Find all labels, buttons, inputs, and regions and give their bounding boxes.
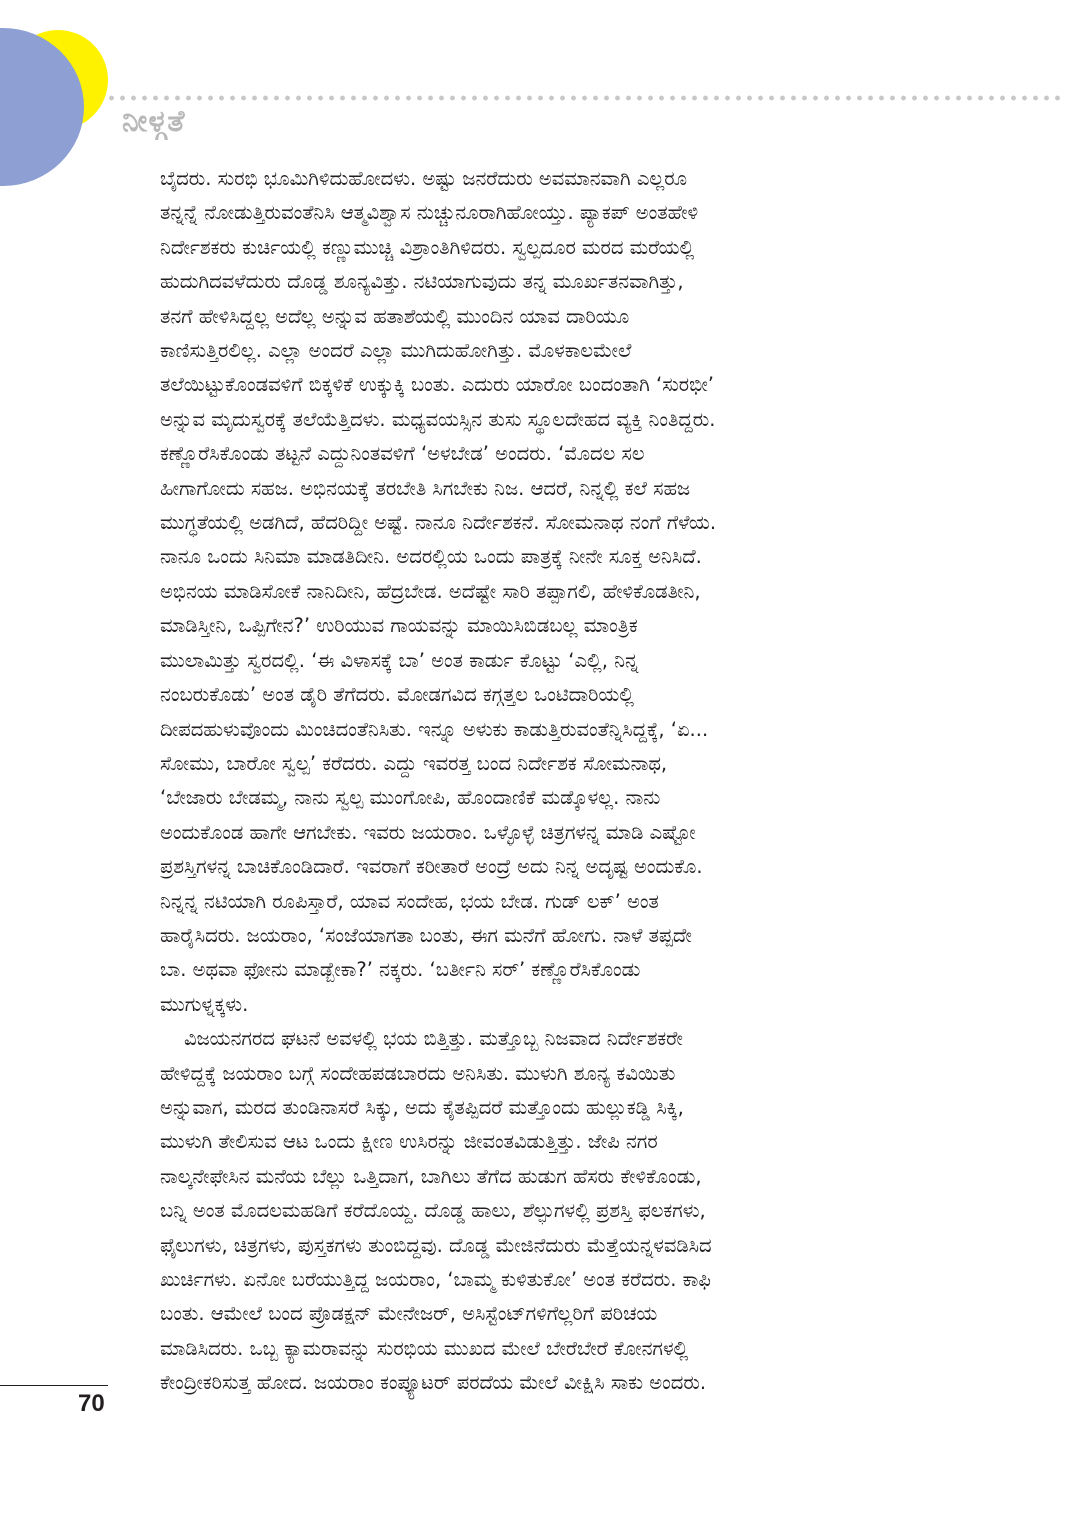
page-number: 70 [78, 1390, 105, 1417]
text-line: ಅಂದುಕೊಂಡ ಹಾಗೇ ಆಗಬೇಕು. ಇವರು ಜಯರಾಂ. ಒಳ್ಳೊಳ್ಳೆ ಚಿತ್ರಗಳನ್ನ ಮಾಡಿ ಎಷ್ಟೋ [160, 820, 696, 844]
text-line: ಕಾಣಿಸುತ್ತಿರಲಿಲ್ಲ. ಎಲ್ಲಾ ಅಂದರೆ ಎಲ್ಲಾ ಮುಗಿದುಹೋಗಿತ್ತು. ಮೊಳಕಾಲಮೇಲೆ [160, 339, 632, 363]
text-line: ನಿರ್ದೇಶಕರು ಕುರ್ಚಿಯಲ್ಲಿ ಕಣ್ಣುಮುಚ್ಚಿ ವಿಶ್ರಾಂತಿಗಿಳಿದರು. ಸ್ವಲ್ಪದೂರ ಮರದ ಮರೆಯಲ್ಲಿ [160, 235, 695, 259]
text-line: ಹೀಗಾಗೋದು ಸಹಜ. ಅಭಿನಯಕ್ಕೆ ತರಬೇತಿ ಸಿಗಬೇಕು ನಿಜ. ಆದರೆ, ನಿನ್ನಲ್ಲಿ ಕಲೆ ಸಹಜ [160, 476, 691, 500]
text-line: ಕಣ್ಣೊರೆಸಿಕೊಂಡು ತಟ್ಟನೆ ಎದ್ದುನಿಂತವಳಿಗೆ ‘ಅಳಬೇಡ’ ಅಂದರು. ‘ಮೊದಲ ಸಲ [160, 442, 645, 466]
text-line: ತನಗೆ ಹೇಳಿಸಿದ್ದಲ್ಲ ಅದೆಲ್ಲ ಅನ್ನುವ ಹತಾಶೆಯಲ್ಲಿ ಮುಂದಿನ ಯಾವ ದಾರಿಯೂ [160, 304, 630, 328]
paragraph [160, 1022, 920, 1400]
text-line: ಮುಲಾಮಿತ್ತು ಸ್ವರದಲ್ಲಿ. ‘ಈ ವಿಳಾಸಕ್ಕೆ ಬಾ’ ಅಂತ ಕಾರ್ಡು ಕೊಟ್ಟು ‘ಎಲ್ಲಿ, ನಿನ್ನ [160, 648, 639, 672]
text-line: ಕೇಂದ್ರೀಕರಿಸುತ್ತ ಹೋದ. ಜಯರಾಂ ಕಂಪ್ಯೂಟರ್ ಪರದೆಯ ಮೇಲೆ ವೀಕ್ಷಿಸಿ ಸಾಕು ಅಂದರು. [160, 1371, 707, 1395]
text-line: ಮಾಡಿಸ್ತೀನಿ, ಒಪ್ಪಿಗೇನ?’ ಉರಿಯುವ ಗಾಯವನ್ನು ಮಾಯಿಸಿಬಿಡಬಲ್ಲ ಮಾಂತ್ರಿಕ [160, 614, 638, 638]
text-line: ತಲೆಯಿಟ್ಟುಕೊಂಡವಳಿಗೆ ಬಿಕ್ಕಳಿಕೆ ಉಕ್ಕುಕ್ಕಿ ಬಂತು. ಎದುರು ಯಾರೋ ಬಂದಂತಾಗಿ ‘ಸುರಭೀ’ [160, 373, 715, 397]
text-line: ಬೈದರು. ಸುರಭಿ ಭೂಮಿಗಿಳಿದುಹೋದಳು. ಅಷ್ಟು ಜನರೆದುರು ಅವಮಾನವಾಗಿ ಎಲ್ಲರೂ [160, 167, 688, 190]
running-head-title: ನೀಳ್ಗತೆ [122, 104, 186, 139]
text-line: ‘ಬೇಜಾರು ಬೇಡಮ್ಮ, ನಾನು ಸ್ವಲ್ಪ ಮುಂಗೋಪಿ, ಹೊಂದಾಣಿಕೆ ಮಡ್ಕೊಳಲ್ಲ. ನಾನು [160, 786, 661, 810]
text-line: ಹೇಳಿದ್ದಕ್ಕೆ ಜಯರಾಂ ಬಗ್ಗೆ ಸಂದೇಹಪಡಬಾರದು ಅನಿಸಿತು. ಮುಳುಗಿ ಶೂನ್ಯ ಕವಿಯಿತು [160, 1061, 676, 1085]
text-line: ಬಾ. ಅಥವಾ ಫೋನು ಮಾಡ್ಬೇಕಾ?’ ನಕ್ಕರು. ‘ಬರ್ತೀನಿ ಸರ್’ ಕಣ್ಣೊರೆಸಿಕೊಂಡು [160, 958, 641, 982]
text-line: ವಿಜಯನಗರದ ಘಟನೆ ಅವಳಲ್ಲಿ ಭಯ ಬಿತ್ತಿತ್ತು. ಮತ್ತೊಬ್ಬ ನಿಜವಾದ ನಿರ್ದೇಶಕರೇ [184, 1027, 683, 1051]
body-text [160, 162, 920, 1401]
text-line: ಅನ್ನುವ ಮೃದುಸ್ವರಕ್ಕೆ ತಲೆಯೆತ್ತಿದಳು. ಮಧ್ಯವಯಸ್ಸಿನ ತುಸು ಸ್ಥೂಲದೇಹದ ವ್ಯಕ್ತಿ ನಿಂತಿದ್ದರು. [160, 407, 716, 431]
text-line: ಮಾಡಿಸಿದರು. ಒಬ್ಬ ಕ್ಯಾಮರಾವನ್ನು ಸುರಭಿಯ ಮುಖದ ಮೇಲೆ ಬೇರೆಬೇರೆ ಕೋನಗಳಲ್ಲಿ [160, 1336, 689, 1360]
text-line: ಖುರ್ಚಿಗಳು. ಏನೋ ಬರೆಯುತ್ತಿದ್ದ ಜಯರಾಂ, ‘ಬಾಮ್ಮ ಕುಳಿತುಕೋ’ ಅಂತ ಕರೆದರು. ಕಾಫಿ [160, 1268, 711, 1291]
text-line: ಪ್ರಶಸ್ತಿಗಳನ್ನ ಬಾಚಿಕೊಂಡಿದಾರೆ. ಇವರಾಗೆ ಕರೀತಾರೆ ಅಂದ್ರೆ ಅದು ನಿನ್ನ ಅದೃಷ್ಟ ಅಂದುಕೊ. [160, 855, 703, 879]
text-line: ಅಭಿನಯ ಮಾಡಿಸೋಕೆ ನಾನಿದೀನಿ, ಹೆದ್ರಬೇಡ. ಅದೆಷ್ಟೇ ಸಾರಿ ತಪ್ಪಾಗಲಿ, ಹೇಳಿಕೊಡತೀನಿ, [160, 579, 701, 603]
text-line: ತನ್ನನ್ನೆ ನೋಡುತ್ತಿರುವಂತೆನಿಸಿ ಆತ್ಮವಿಶ್ವಾಸ ನುಚ್ಚುನೂರಾಗಿಹೋಯ್ತು. ಪ್ಯಾಕಪ್ ಅಂತಹೇಳಿ [160, 201, 699, 225]
text-line: ಅನ್ನುವಾಗ, ಮರದ ತುಂಡಿನಾಸರೆ ಸಿಕ್ಕು, ಅದು ಕೈತಪ್ಪಿದರೆ ಮತ್ತೊಂದು ಹುಲ್ಲುಕಡ್ಡಿ ಸಿಕ್ಕಿ, [160, 1095, 684, 1119]
text-line: ಬನ್ನಿ ಅಂತ ಮೊದಲಮಹಡಿಗೆ ಕರೆದೊಯ್ದ. ದೊಡ್ಡ ಹಾಲು, ಶೆಲ್ಫುಗಳಲ್ಲಿ ಪ್ರಶಸ್ತಿ ಫಲಕಗಳು, [160, 1199, 706, 1223]
text-line: ನಾನೂ ಒಂದು ಸಿನಿಮಾ ಮಾಡತಿದೀನಿ. ಅದರಲ್ಲಿಯ ಒಂದು ಪಾತ್ರಕ್ಕೆ ನೀನೇ ಸೂಕ್ತ ಅನಿಸಿದೆ. [160, 545, 702, 569]
text-line: ಮುಗುಳ್ನಕ್ಕಳು. [160, 992, 249, 1016]
text-line: ಸೋಮು, ಬಾರೋ ಸ್ವಲ್ಪ’ ಕರೆದರು. ಎದ್ದು ಇವರತ್ತ ಬಂದ ನಿರ್ದೇಶಕ ಸೋಮನಾಥ, [160, 751, 668, 775]
text-line: ದೀಪದಹುಳುವೊಂದು ಮಿಂಚಿದಂತೆನಿಸಿತು. ಇನ್ನೂ ಅಳುಕು ಕಾಡುತ್ತಿರುವಂತೆನ್ನಿಸಿದ್ದಕ್ಕೆ, ‘ಏ... [160, 717, 709, 741]
text-line: ನಿನ್ನನ್ನ ನಟಿಯಾಗಿ ರೂಪಿಸ್ತಾರೆ, ಯಾವ ಸಂದೇಹ, ಭಯ ಬೇಡ. ಗುಡ್ ಲಕ್’ ಅಂತ [160, 889, 659, 913]
text-line: ನಾಲ್ಕನೇಫೇಸಿನ ಮನೆಯ ಬೆಲ್ಲು ಒತ್ತಿದಾಗ, ಬಾಗಿಲು ತೆಗೆದ ಹುಡುಗ ಹೆಸರು ಕೇಳಿಕೊಂಡು, [160, 1164, 702, 1188]
text-line: ಹುದುಗಿದವಳೆದುರು ದೊಡ್ಡ ಶೂನ್ಯವಿತ್ತು. ನಟಿಯಾಗುವುದು ತನ್ನ ಮೂರ್ಖತನವಾಗಿತ್ತು, [160, 270, 684, 294]
paragraph [160, 162, 920, 1022]
text-line: ಬಂತು. ಆಮೇಲೆ ಬಂದ ಪ್ರೊಡಕ್ಷನ್ ಮೇನೇಜರ್, ಅಸಿಸ್ಟೆಂಟ್‌ಗಳಿಗೆಲ್ಲರಿಗೆ ಪರಿಚಯ [160, 1302, 658, 1326]
text-line: ನಂಬರುಕೊಡು’ ಅಂತ ಡೈರಿ ತೆಗೆದರು. ಮೋಡಗವಿದ ಕಗ್ಗತ್ತಲ ಒಂಟಿದಾರಿಯಲ್ಲಿ [160, 683, 635, 707]
footer-rule [0, 1385, 108, 1386]
text-line: ಮುಗ್ಧತೆಯಲ್ಲಿ ಅಡಗಿದೆ, ಹೆದರಿದ್ದೀ ಅಷ್ಟೆ. ನಾನೂ ನಿರ್ದೇಶಕನೆ. ಸೋಮನಾಥ ನಂಗೆ ಗೆಳೆಯ. [160, 511, 717, 535]
text-line: ಮುಳುಗಿ ತೇಲಿಸುವ ಆಟ ಒಂದು ಕ್ಷೀಣ ಉಸಿರನ್ನು ಜೀವಂತವಿಡುತ್ತಿತ್ತು. ಜೇಪಿ ನಗರ [160, 1130, 658, 1154]
text-line: ಫೈಲುಗಳು, ಚಿತ್ರಗಳು, ಪುಸ್ತಕಗಳು ತುಂಬಿದ್ದವು. ದೊಡ್ಡ ಮೇಜಿನೆದುರು ಮೆತ್ತೆಯನ್ನಳವಡಿಸಿದ [160, 1233, 712, 1257]
dotted-header-rule [106, 95, 1066, 101]
text-line: ಹಾರೈಸಿದರು. ಜಯರಾಂ, ‘ಸಂಜೆಯಾಗತಾ ಬಂತು, ಈಗ ಮನೆಗೆ ಹೋಗು. ನಾಳೆ ತಪ್ಪದೇ [160, 923, 692, 947]
